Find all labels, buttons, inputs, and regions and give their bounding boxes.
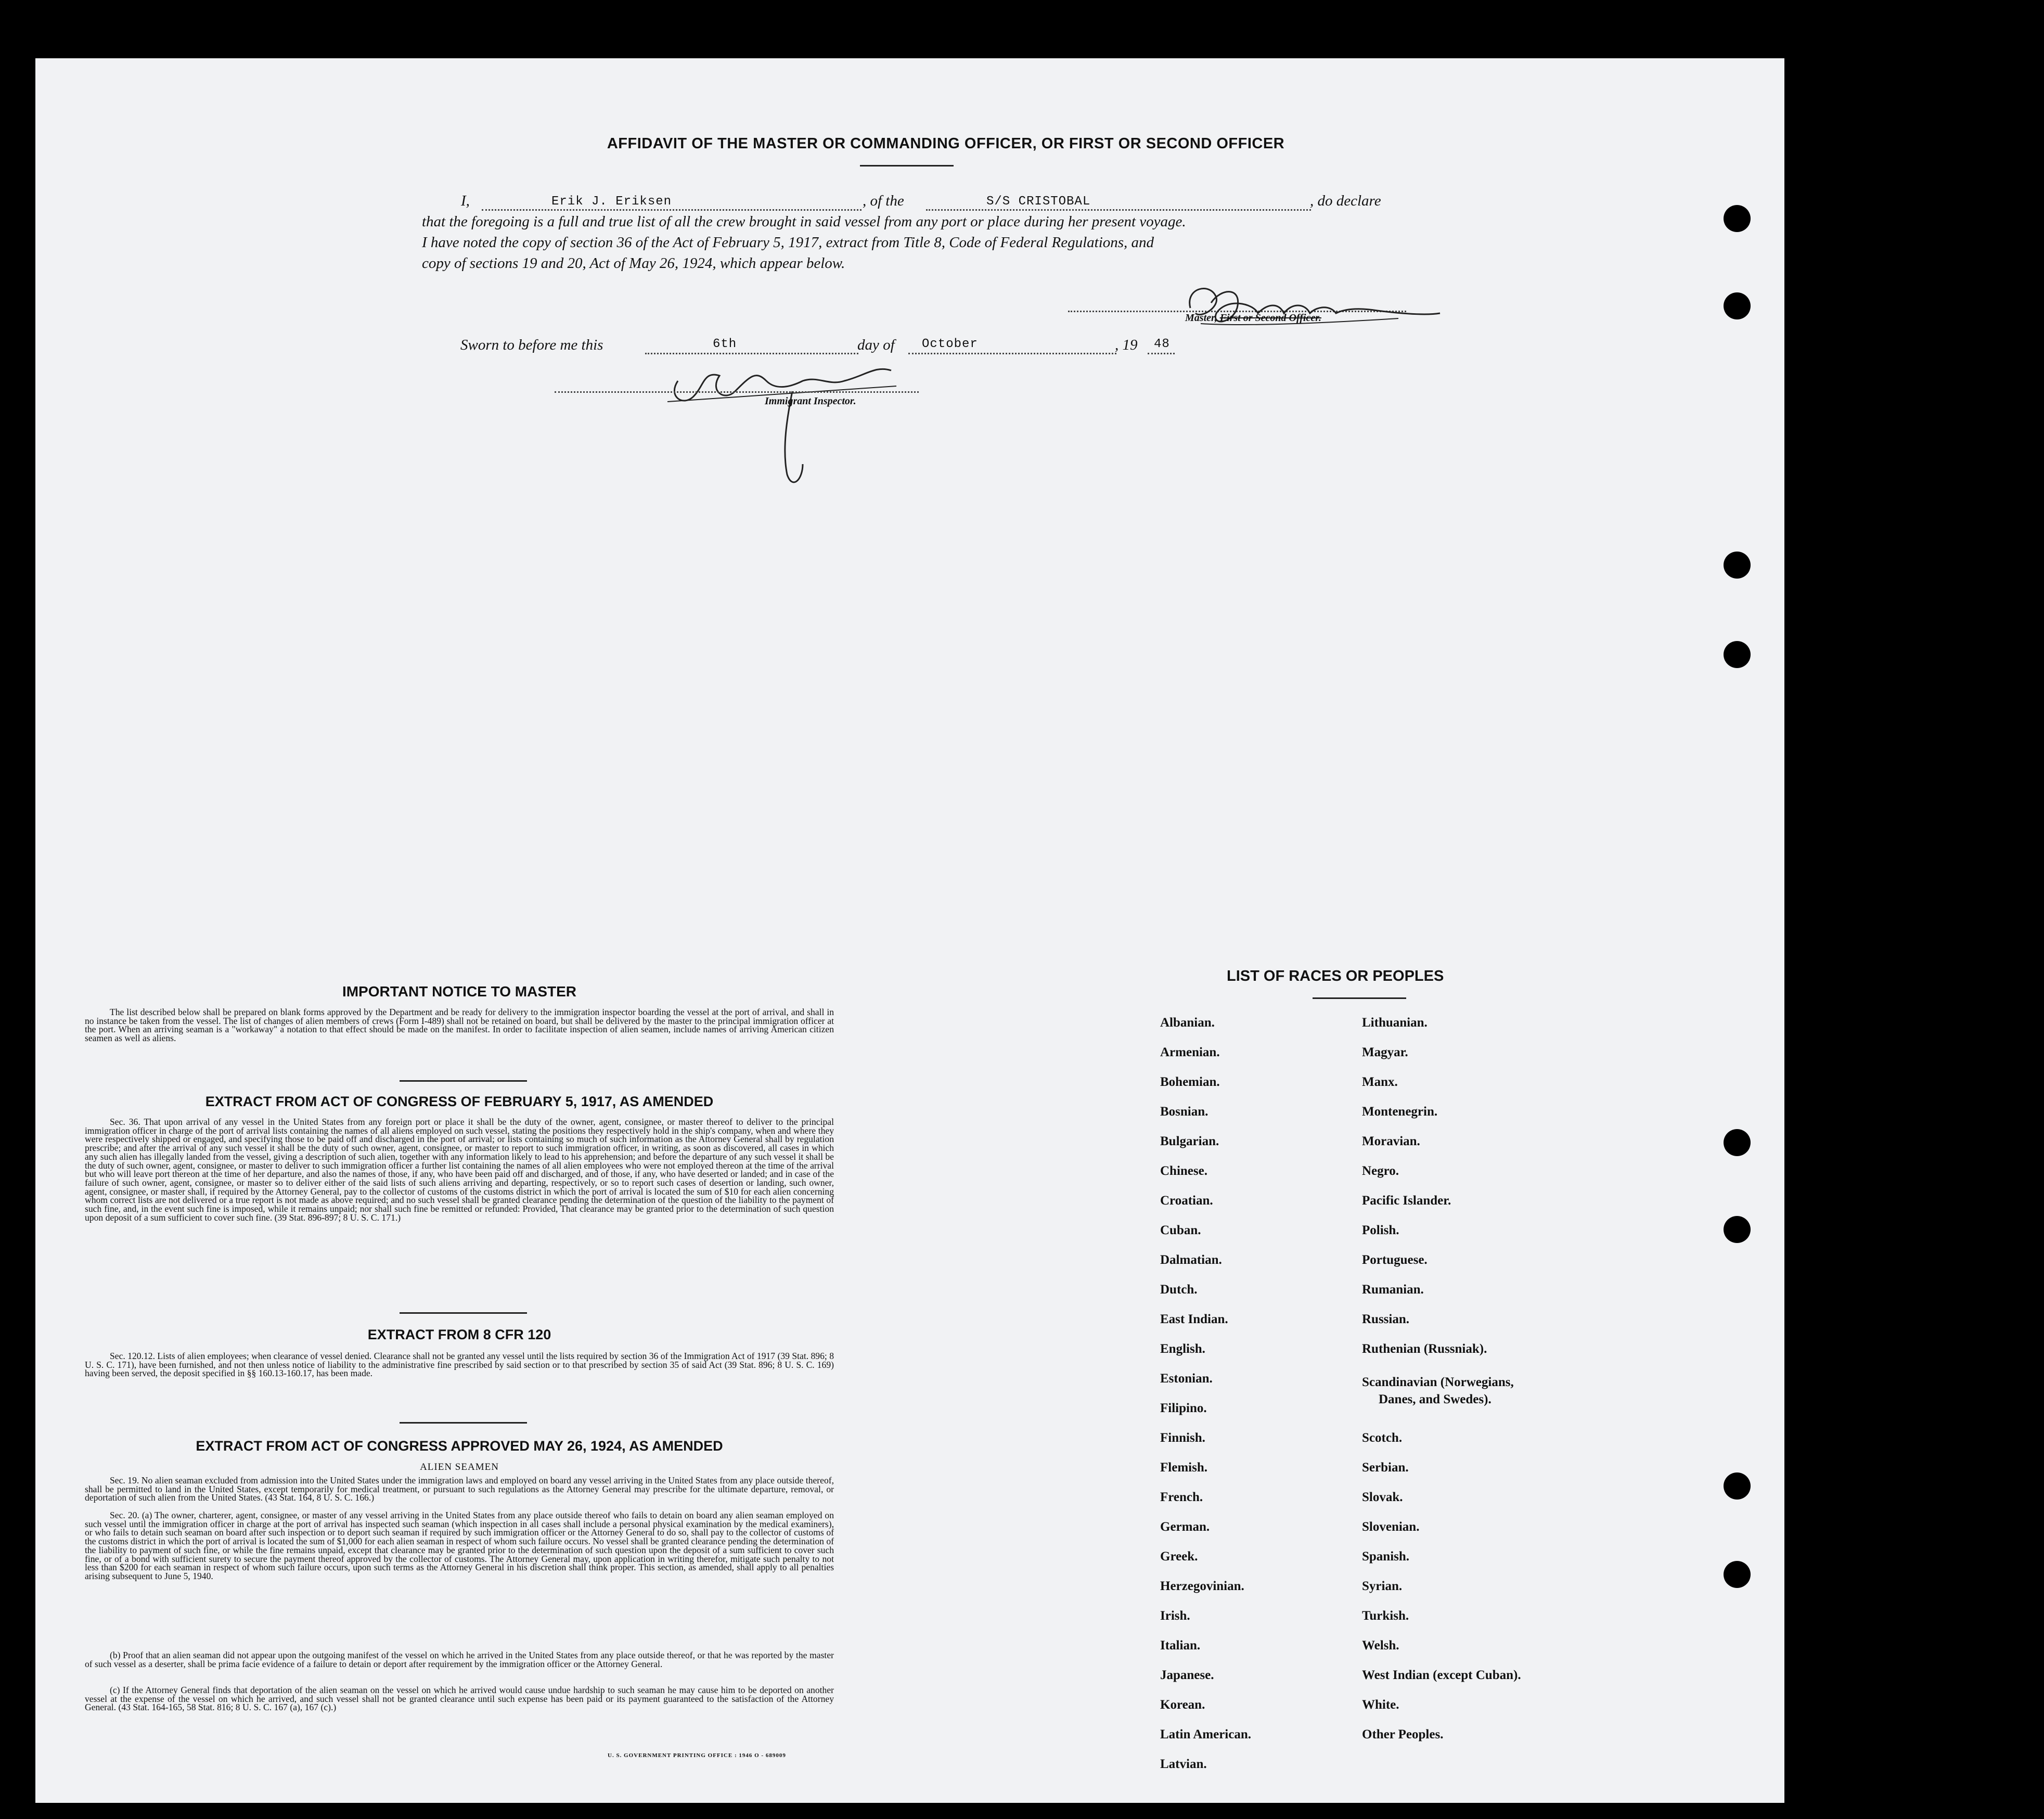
inspector-label: Immigrant Inspector. [765, 395, 856, 407]
race-item: Greek. [1160, 1549, 1198, 1564]
master-name: Erik J. Eriksen [551, 195, 672, 209]
name-blank [482, 209, 862, 211]
race-item: West Indian (except Cuban). [1362, 1668, 1521, 1682]
race-item: Manx. [1362, 1075, 1398, 1089]
notice-text: The list described below shall be prepared on blank forms approved by the Department and be ready for delivery to the immigration inspector boarding the vessel at the port of arrival, and shall in no instance be taken from the vessel. The list of changes of alien members of crews (Form I-489) shall not be retained on board, but shall be delivered by the master to the principal immigration officer at the port. When an arriving seaman is a "workaway" a notation to that effect should be made on the manifest. In order to facilitate inspection of alien seamen, include names of arriving American citizen seamen as well as aliens. [85, 1007, 834, 1044]
race-item: Cuban. [1160, 1223, 1201, 1237]
race-item: Serbian. [1362, 1461, 1409, 1475]
race-item: Herzegovinian. [1160, 1579, 1244, 1593]
race-item: Korean. [1160, 1698, 1205, 1712]
extract-1917-title: EXTRACT FROM ACT OF CONGRESS OF FEBRUARY 5, 1917, AS AMENDED [205, 1094, 714, 1109]
race-item: Albanian. [1160, 1016, 1215, 1030]
printing-footer: U. S. GOVERNMENT PRINTING OFFICE : 1946 O - 689009 [608, 1752, 786, 1759]
punch-hole [1724, 1561, 1751, 1588]
race-item: German. [1160, 1520, 1210, 1534]
extract-1924-sec20a: Sec. 20. (a) The owner, charterer, agent, consignee, or master of any vessel arriving in the United States from any place outside thereof who fails to detain on board any alien seaman employed on such vessel until the immigration officer in charge at the port of arrival has inspected such seaman (which inspection in all cases shall include a personal physical examination by the medical examiners), or who fails to detain such seaman on board after such inspection or to deport such seaman if required by such immigration officer or the Attorney General to do so, shall pay to the collector of customs of the customs district in which the port of arrival is located the sum of $1,000 for each alien seaman in respect of whom such failure occurs. No vessel shall be granted clearance pending the determination of the liability to payment of such fine, or while the fine remains unpaid, except that clearance may be granted prior to the determination of such question upon the deposit of a sum sufficient to cover such fine, or of a bond with sufficient surety to secure the payment thereof approved by the collector of customs. The Attorney General may, upon application in writing therefor, mitigate such penalty to not less than $200 for each seaman in respect of whom such failure occurs, upon such terms as the Attorney General in his discretion shall think proper. This section, as amended, shall apply to all penalties arising subsequent to June 5, 1940. [85, 1510, 834, 1581]
race-item: Scotch. [1362, 1431, 1403, 1445]
race-item: Turkish. [1362, 1609, 1409, 1623]
extract-1924-sec20c: (c) If the Attorney General finds that deportation of the alien seaman on the vessel on which he arrived would cause undue hardship to such seaman he may cause him to be deported on another vessel at the expense of the vessel on which he arrived, and such vessel shall not be granted clearance until such expense has been paid or its payment guaranteed to the satisfaction of the Attorney General. (43 Stat. 164-165, 58 Stat. 816; 8 U. S. C. 167 (a), 167 (c).) [85, 1685, 834, 1713]
race-item: Lithuanian. [1362, 1016, 1428, 1030]
race-item: Danes, and Swedes). [1379, 1392, 1492, 1406]
affidavit-title: AFFIDAVIT OF THE MASTER OR COMMANDING OFFICER, OR FIRST OR SECOND OFFICER [607, 135, 1285, 152]
year-blank [1148, 353, 1175, 354]
race-item: Slovak. [1362, 1490, 1403, 1504]
race-item: Portuguese. [1362, 1253, 1428, 1267]
extract-1917-text: Sec. 36. That upon arrival of any vessel in the United States from any foreign port or place it shall be the duty of the owner, agent, consignee, or master thereof to deliver to the principal immigration officer in charge of the port of arrival lists containing the names of all aliens employed on such vessel, stating the positions they respectively hold in the ship's company, when and where they were respectively shipped or engaged, and specifying those to be paid off and discharged in the port of arrival; or lists containing so much of such information as the Attorney General shall by regulation prescribe; and after the arrival of any such vessel it shall be the duty of such owner, agent, consignee, or master to report to such immigration officer, in writing, as soon as discovered, all cases in which any such alien has illegally landed from the vessel, giving a description of such alien, together with any information likely to lead to his apprehension; and before the departure of any such vessel it shall be the duty of such owner, agent, consignee, or master to deliver to such immigration officer a further list containing the names of all alien employees who were not employed thereon at the time of the arrival but who will leave port thereon at the time of her departure, and also the names of those, if any, who have been paid off and discharged, and of those, if any, who have deserted or landed; and in case of the failure of such owner, agent, consignee, or master so to deliver either of the said lists of such aliens arriving and departing, respectively, or so to report such cases of desertion or landing, such owner, agent, consignee, or master shall, if required by the Attorney General, pay to the collector of customs of the customs district in which the port of arrival is located the sum of $10 for each alien concerning whom correct lists are not delivered or a true report is not made as above required; and no such vessel shall be granted clearance pending the determination of the question of the liability to the payment of such fine, and, in the event such fine is imposed, while it remains unpaid; nor shall such fine be remitted or refunded: Provided, That clearance may be granted prior to the determination of such question upon deposit of a sum sufficient to cover such fine. (39 Stat. 896-897; 8 U. S. C. 171.) [85, 1117, 834, 1223]
extract-1924-sec20b: (b) Proof that an alien seaman did not appear upon the outgoing manifest of the vessel on which he arrived in the United States from any place outside thereof, or that he was reported by the master of such vessel as a deserter, shall be prima facie evidence of a failure to detain or deport after requirement by the immigration officer or the Attorney General. [85, 1650, 834, 1669]
race-item: Italian. [1160, 1638, 1201, 1653]
i-label: I, [461, 193, 470, 209]
race-item: English. [1160, 1342, 1205, 1356]
race-item: White. [1362, 1698, 1399, 1712]
divider-rule [400, 1422, 527, 1424]
struck-officer-label: First or Second Officer. [1219, 312, 1321, 324]
punch-hole [1724, 552, 1751, 579]
master-signature [1180, 277, 1450, 337]
race-item: Dalmatian. [1160, 1253, 1222, 1267]
punch-hole [1724, 1472, 1751, 1500]
vessel-blank [926, 209, 1311, 211]
race-item: Latin American. [1160, 1727, 1251, 1741]
race-item: Chinese. [1160, 1164, 1207, 1178]
race-item: Irish. [1160, 1609, 1190, 1623]
race-item: Finnish. [1160, 1431, 1205, 1445]
affidavit-line-4: copy of sections 19 and 20, Act of May 26, 1924, which appear below. [422, 255, 845, 272]
race-item: Armenian. [1160, 1045, 1220, 1059]
race-item: Spanish. [1362, 1549, 1410, 1564]
race-item: Flemish. [1160, 1461, 1207, 1475]
punch-hole [1724, 1129, 1751, 1156]
race-item: Russian. [1362, 1312, 1410, 1326]
punch-hole [1724, 205, 1751, 232]
punch-hole [1724, 292, 1751, 319]
races-rule [1313, 997, 1406, 999]
race-item: Bulgarian. [1160, 1134, 1219, 1148]
master-label [1185, 312, 1321, 324]
race-item: Negro. [1362, 1164, 1399, 1178]
vessel-name: S/S CRISTOBAL [986, 195, 1091, 209]
race-item: Dutch. [1160, 1283, 1198, 1297]
affidavit-line-3: I have noted the copy of section 36 of the Act of February 5, 1917, extract from Title 8, Code of Federal Regulations, and [422, 234, 1154, 251]
race-item: Montenegrin. [1362, 1105, 1438, 1119]
extract-1924-sec19: Sec. 19. No alien seaman excluded from admission into the United States under the immigration laws and employed on board any vessel arriving in the United States from any place outside thereof, shall be permitted to land in the United States, except temporarily for medical treatment, or pursuant to such regulations as the Attorney General may prescribe for the ultimate departure, removal, or deportation of such alien from the United States. (43 Stat. 164, 8 U. S. C. 166.) [85, 1475, 834, 1503]
race-item: Magyar. [1362, 1045, 1408, 1059]
title-rule [860, 165, 954, 166]
year-value: 48 [1154, 337, 1170, 351]
races-title: LIST OF RACES OR PEOPLES [1227, 968, 1444, 984]
of-the-label: , of the [863, 193, 904, 209]
form-page [35, 58, 1784, 1803]
race-item: Scandinavian (Norwegians, [1362, 1375, 1514, 1389]
race-item: Estonian. [1160, 1372, 1213, 1386]
day-value: 6th [713, 337, 737, 351]
day-of-label: day of [857, 337, 895, 353]
race-item: Other Peoples. [1362, 1727, 1444, 1741]
race-item: Slovenian. [1362, 1520, 1420, 1534]
race-item: French. [1160, 1490, 1203, 1504]
year-prefix: , 19 [1115, 337, 1138, 353]
punch-hole [1724, 641, 1751, 668]
extract-cfr-title: EXTRACT FROM 8 CFR 120 [367, 1327, 551, 1342]
race-item: Latvian. [1160, 1757, 1207, 1771]
race-item: Bosnian. [1160, 1105, 1209, 1119]
affidavit-line-1 [461, 193, 470, 210]
extract-1924-title: EXTRACT FROM ACT OF CONGRESS APPROVED MAY 26, 1924, AS AMENDED [196, 1438, 723, 1454]
divider-rule [400, 1312, 527, 1314]
race-item: Pacific Islander. [1362, 1194, 1451, 1208]
race-item: Syrian. [1362, 1579, 1403, 1593]
race-item: East Indian. [1160, 1312, 1228, 1326]
race-item: Rumanian. [1362, 1283, 1424, 1297]
month-value: October [922, 337, 978, 351]
sworn-label: Sworn to before me this [460, 337, 603, 353]
divider-rule [400, 1080, 527, 1082]
punch-hole [1724, 1216, 1751, 1243]
race-item: Japanese. [1160, 1668, 1214, 1682]
race-item: Polish. [1362, 1223, 1399, 1237]
extract-cfr-text: Sec. 120.12. Lists of alien employees; when clearance of vessel denied. Clearance shall not be granted any vessel until the lists required by section 36 of the Immigration Act of 1917 (39 Stat. 896; 8 U. S. C. 171), have been furnished, and not then unless notice of liability to the administrative fine prescribed by said section or to that prescribed by section 35 of said Act (39 Stat. 896; 8 U. S. C. 169) having been served, the deposit specified in §§ 160.13-160.17, has been made. [85, 1351, 834, 1379]
master-label-text: Master, [1185, 312, 1217, 324]
race-item: Ruthenian (Russniak). [1362, 1342, 1487, 1356]
race-item: Filipino. [1160, 1401, 1207, 1415]
race-item: Croatian. [1160, 1194, 1213, 1208]
race-item: Bohemian. [1160, 1075, 1220, 1089]
do-declare-label: , do declare [1310, 193, 1381, 209]
inspector-blank [555, 391, 919, 393]
inspector-signature [647, 350, 938, 508]
month-blank [908, 353, 1116, 354]
race-item: Moravian. [1362, 1134, 1420, 1148]
race-item: Welsh. [1362, 1638, 1399, 1653]
notice-title: IMPORTANT NOTICE TO MASTER [342, 983, 577, 1000]
affidavit-line-2: that the foregoing is a full and true list of all the crew brought in said vessel from any port or place during her present voyage. [422, 213, 1186, 230]
alien-seamen-subtitle: ALIEN SEAMEN [420, 1462, 499, 1472]
